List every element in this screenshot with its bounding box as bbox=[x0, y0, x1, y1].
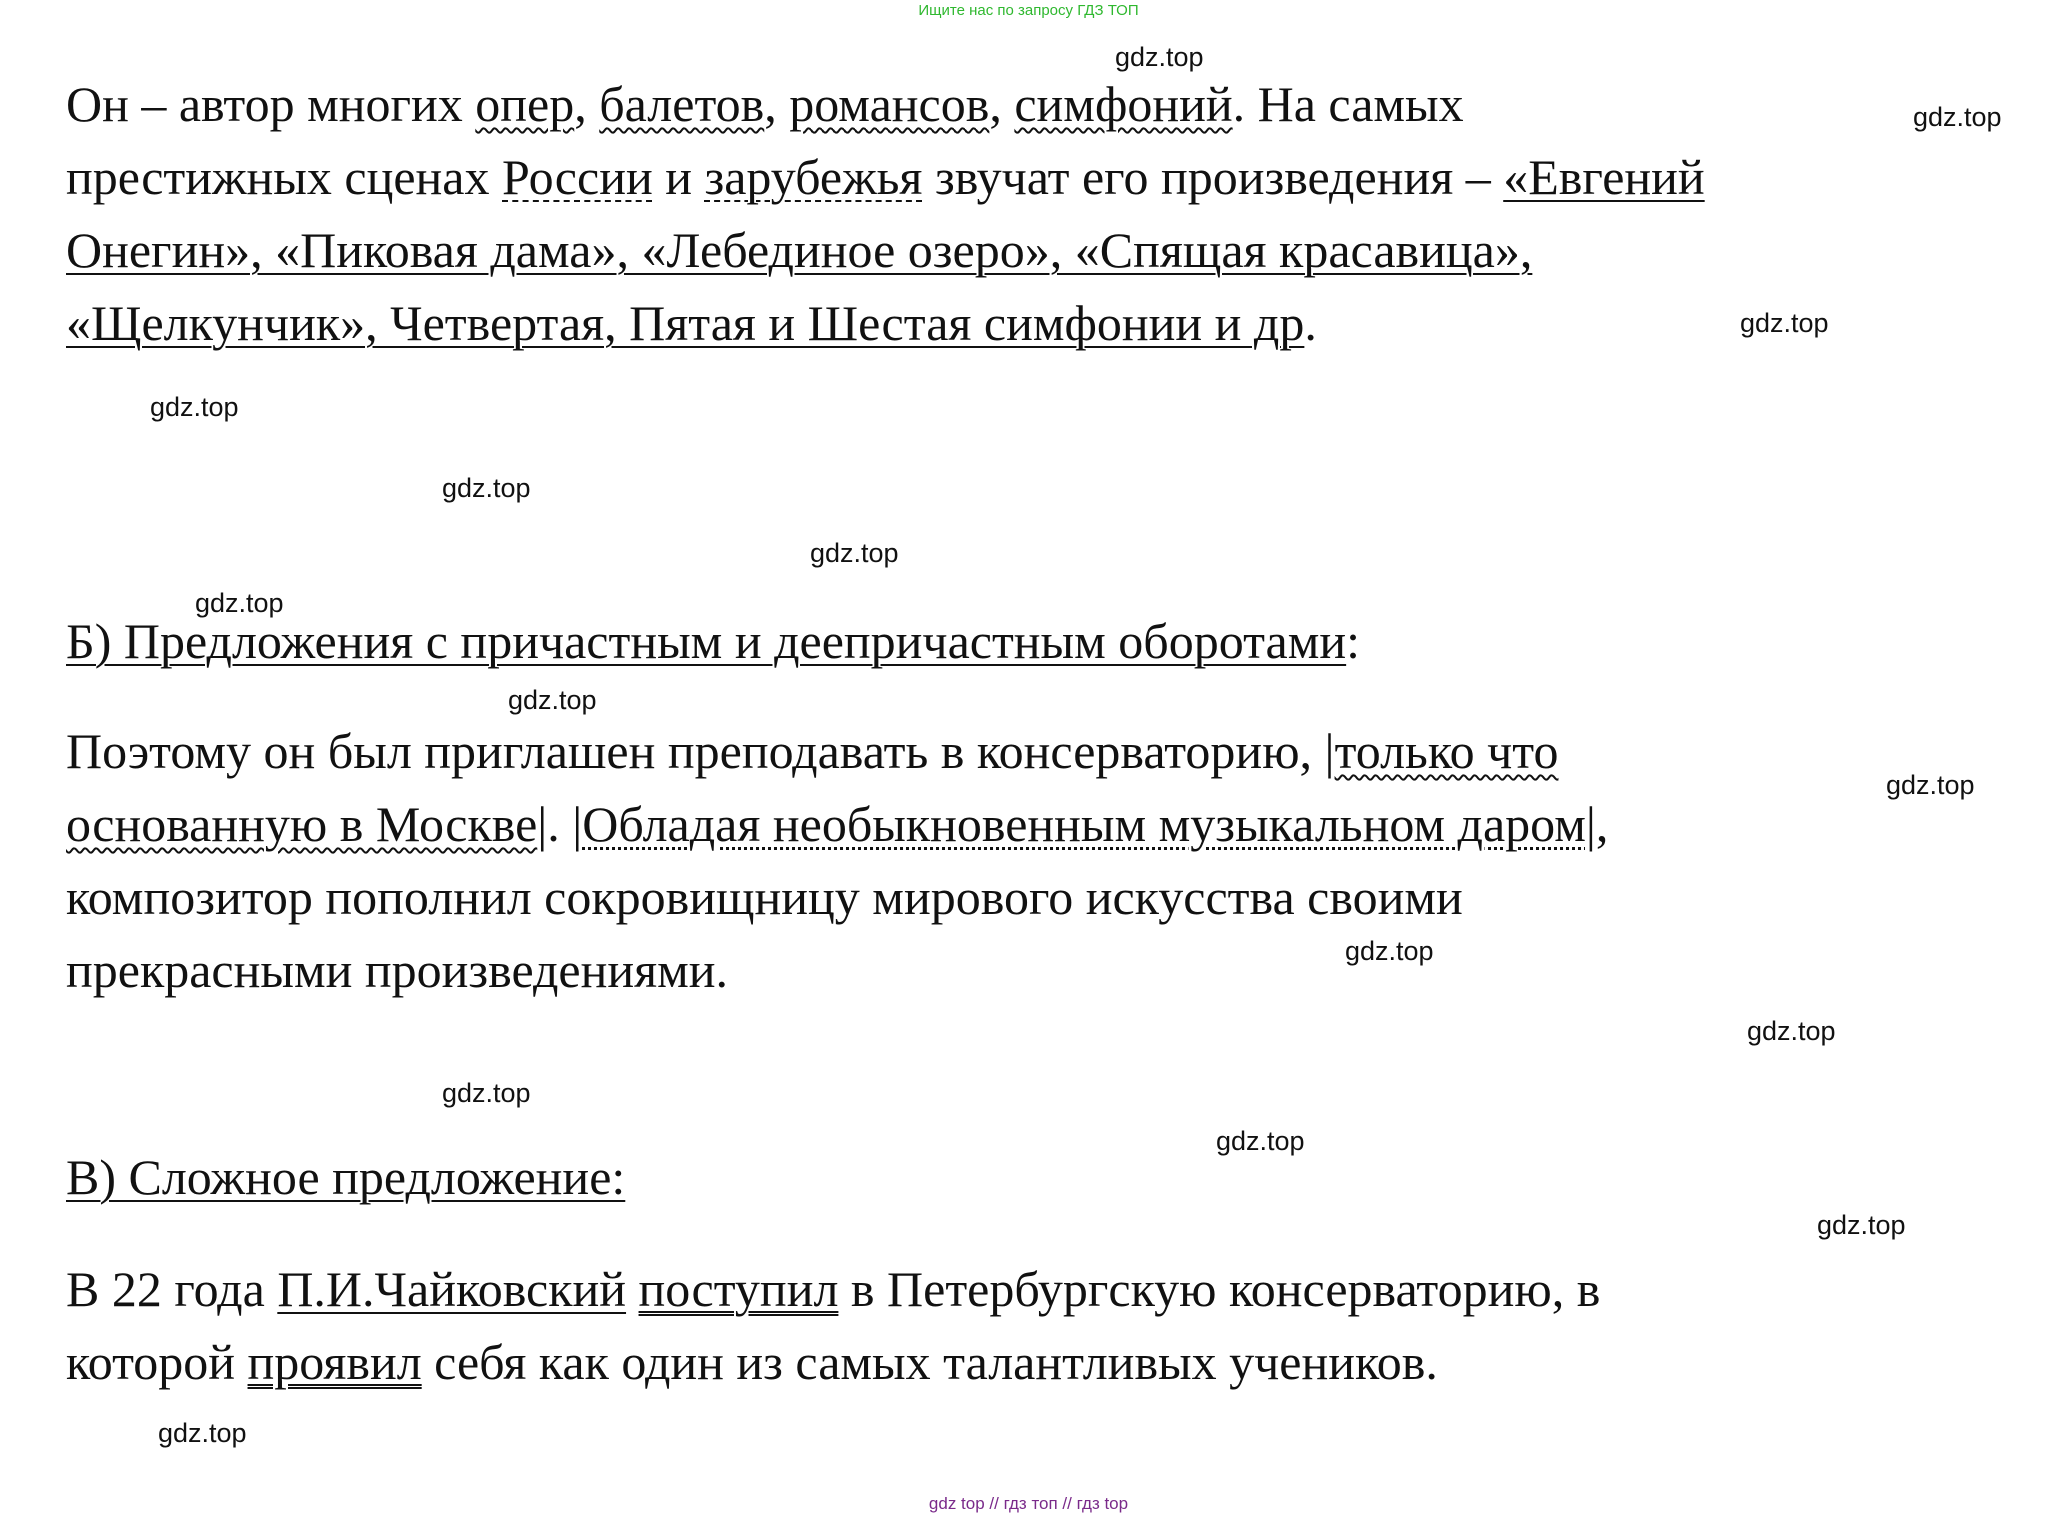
bottom-banner: gdz top // гдз топ // гдз top bbox=[928, 1494, 1129, 1513]
watermark: gdz.top bbox=[150, 392, 239, 422]
predicate-postupil: поступил bbox=[638, 1261, 839, 1317]
subject-end: «Щелкунчик», Четвертая, Пятая и Шестая симфонии и др bbox=[66, 295, 1305, 351]
watermark: gdz.top bbox=[1817, 1210, 1906, 1240]
watermark: gdz.top bbox=[158, 1418, 247, 1448]
subject-start: «Евгений bbox=[1503, 149, 1705, 205]
watermark: gdz.top bbox=[195, 588, 284, 618]
watermark: gdz.top bbox=[1886, 770, 1975, 800]
section-c-line-2: которой проявил себя как один из самых талантливых учеников. bbox=[66, 1334, 1438, 1390]
predicate-proyavil: проявил bbox=[247, 1334, 422, 1390]
watermark: gdz.top bbox=[1345, 936, 1434, 966]
watermark: gdz.top bbox=[1740, 308, 1829, 338]
section-b-line-3: композитор пополнил сокровищницу мирового искусства своими bbox=[66, 869, 1463, 925]
word-rossii: России bbox=[502, 149, 653, 205]
watermark: gdz.top bbox=[1747, 1016, 1836, 1046]
section-c-line-1: В 22 года П.И.Чайковский поступил в Петербургскую консерваторию, в bbox=[66, 1261, 1601, 1317]
section-a-line-3: Онегин», «Пиковая дама», «Лебединое озеро», «Спящая красавица», bbox=[66, 222, 1533, 278]
word-oper: опер bbox=[475, 76, 575, 132]
section-b-line-2: основанную в Москве|. |Обладая необыкновенным музыкальном даром|, bbox=[66, 796, 1609, 852]
word-baletov: балетов bbox=[599, 76, 765, 132]
adverbial-phrase: Обладая необыкновенным музыкальном даром bbox=[582, 796, 1586, 852]
word-romansov: романсов bbox=[789, 76, 990, 132]
section-b-paragraph bbox=[66, 715, 2036, 1007]
participle-phrase-start: только что bbox=[1334, 723, 1559, 779]
watermark: gdz.top bbox=[442, 1078, 531, 1108]
section-b-line-1: Поэтому он был приглашен преподавать в консерваторию, |только что bbox=[66, 723, 1559, 779]
top-banner: Ищите нас по запросу ГДЗ ТОП bbox=[918, 2, 1139, 19]
section-c-heading: В) Сложное предложение: bbox=[66, 1149, 626, 1205]
section-c-paragraph bbox=[66, 1253, 2036, 1399]
section-b-line-4: прекрасными произведениями. bbox=[66, 942, 729, 998]
section-a-paragraph bbox=[66, 68, 2036, 360]
section-a-line-1: Он – автор многих опер, балетов, романсов, симфоний. На самых bbox=[66, 76, 1464, 132]
watermark: gdz.top bbox=[1216, 1126, 1305, 1156]
word-zarubezhya: зарубежья bbox=[704, 149, 923, 205]
section-a-line-4: «Щелкунчик», Четвертая, Пятая и Шестая симфонии и др. bbox=[66, 295, 1317, 351]
watermark: gdz.top bbox=[1913, 102, 2002, 132]
watermark: gdz.top bbox=[1115, 42, 1204, 72]
watermark: gdz.top bbox=[442, 473, 531, 503]
watermark: gdz.top bbox=[508, 685, 597, 715]
subject-chaikovsky: П.И.Чайковский bbox=[277, 1261, 627, 1317]
section-a-line-2: престижных сценах России и зарубежья звучат его произведения – «Евгений bbox=[66, 149, 1705, 205]
word-simfoniy: симфоний bbox=[1014, 76, 1233, 132]
participle-phrase-end: основанную в Москве bbox=[66, 796, 538, 852]
section-b-heading: Б) Предложения с причастным и деепричастным оборотами: bbox=[66, 613, 1361, 669]
watermark: gdz.top bbox=[810, 538, 899, 568]
